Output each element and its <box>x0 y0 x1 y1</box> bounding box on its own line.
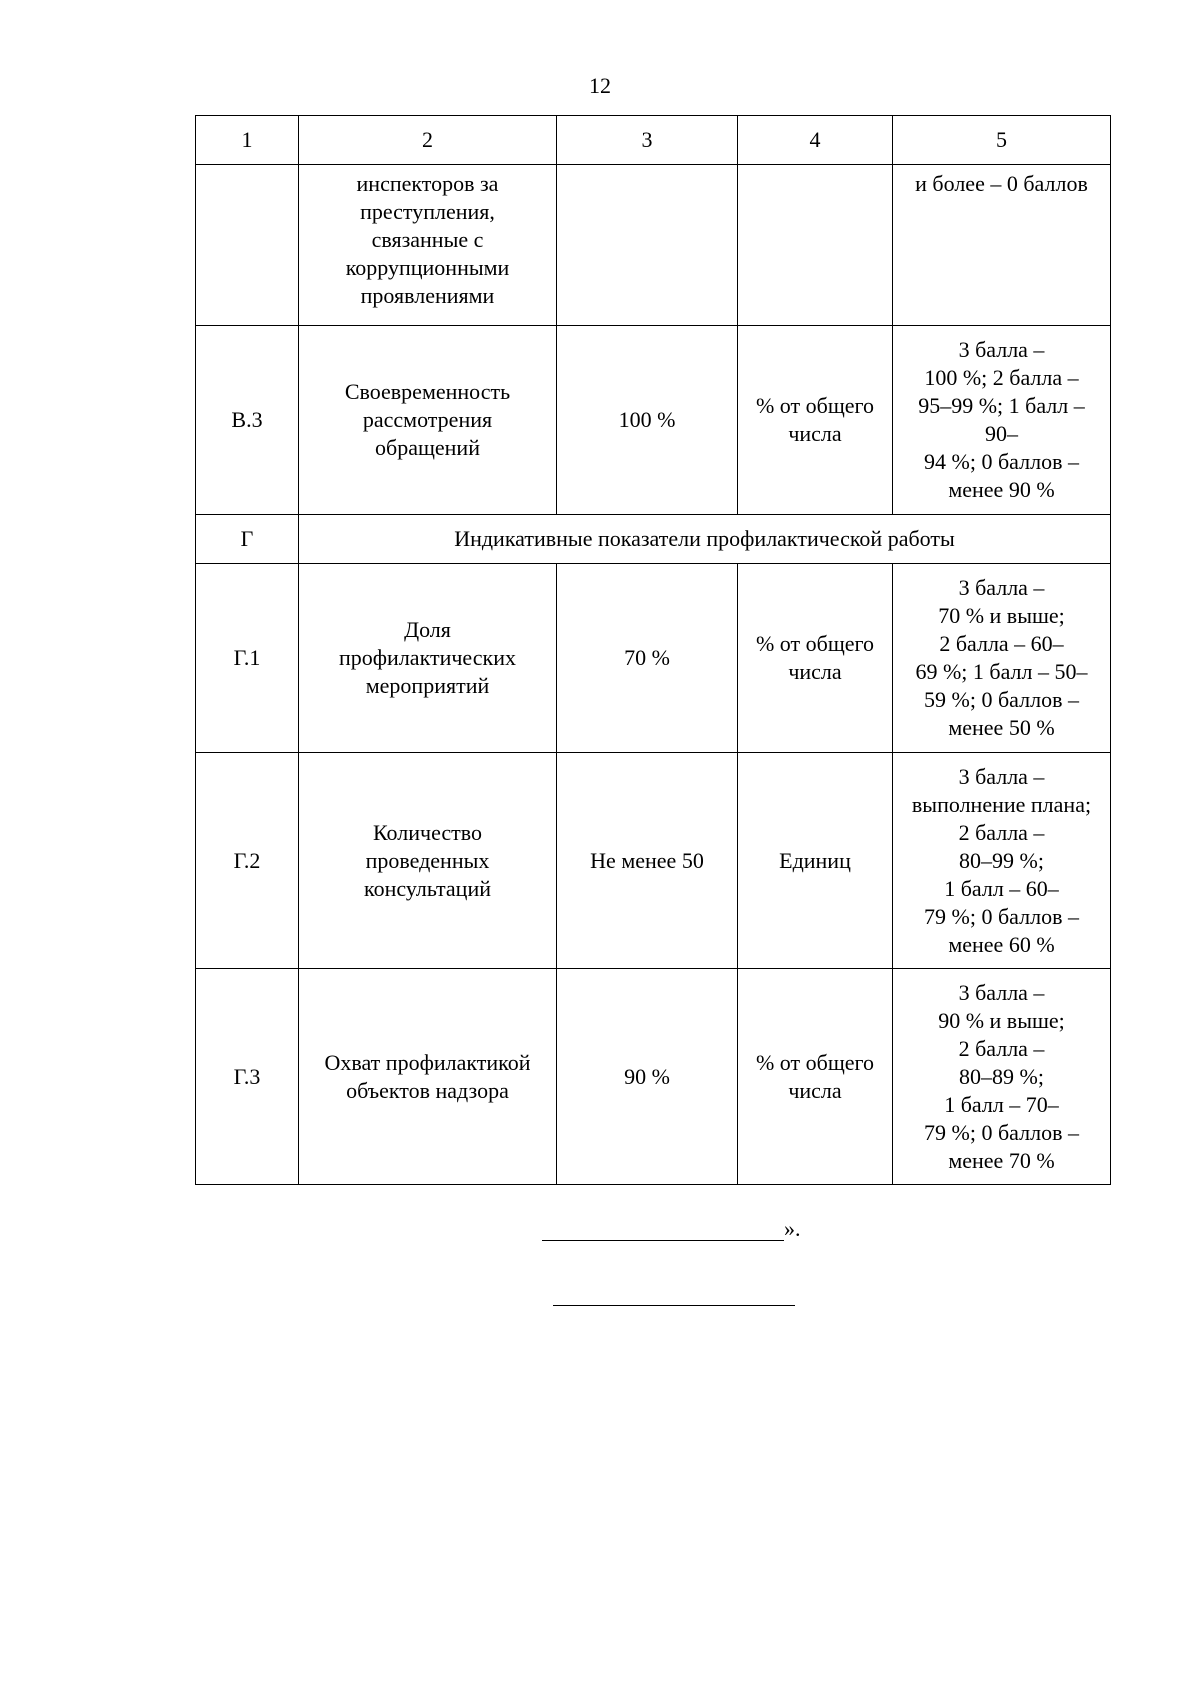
unit: % от общего числа <box>738 326 893 515</box>
indicator-name: Охват профилактикой объектов надзора <box>299 969 557 1185</box>
scoring: 3 балла – 100 %; 2 балла – 95–99 %; 1 балл – 90– 94 %; 0 баллов – менее 90 % <box>893 326 1111 515</box>
row-code: Г.2 <box>196 753 299 969</box>
indicator-name: Своевременность рассмотрения обращений <box>299 326 557 515</box>
scoring: и более – 0 баллов <box>893 165 1111 326</box>
table-header-row <box>196 116 1111 165</box>
target-value <box>557 165 738 326</box>
row-code: Г.3 <box>196 969 299 1185</box>
page-number: 12 <box>589 73 611 98</box>
header-cell-5: 5 <box>893 116 1111 165</box>
unit: % от общего числа <box>738 969 893 1185</box>
indicator-name: Доля профилактических мероприятий <box>299 564 557 753</box>
section-code: Г <box>196 515 299 564</box>
header-cell-2: 2 <box>299 116 557 165</box>
row-code: Г.1 <box>196 564 299 753</box>
indicator-name: инспекторов за преступления, связанные с коррупционными проявлениями <box>299 165 557 326</box>
closing-underline <box>542 1218 784 1241</box>
target-value: Не менее 50 <box>557 753 738 969</box>
target-value: 90 % <box>557 969 738 1185</box>
row-code: В.3 <box>196 326 299 515</box>
header-cell-1: 1 <box>196 116 299 165</box>
end-separator-line <box>553 1293 795 1306</box>
unit: Единиц <box>738 753 893 969</box>
section-row <box>196 515 1111 564</box>
unit: % от общего числа <box>738 564 893 753</box>
header-cell-4: 4 <box>738 116 893 165</box>
scoring: 3 балла – 70 % и выше; 2 балла – 60– 69 %; 1 балл – 50– 59 %; 0 баллов – менее 50 % <box>893 564 1111 753</box>
table-row <box>196 165 1111 326</box>
indicators-table <box>195 115 1111 1185</box>
row-code <box>196 165 299 326</box>
header-cell-3: 3 <box>557 116 738 165</box>
unit <box>738 165 893 326</box>
table-row <box>196 326 1111 515</box>
table-row <box>196 753 1111 969</box>
indicator-name: Количество проведенных консультаций <box>299 753 557 969</box>
scoring: 3 балла – выполнение плана; 2 балла – 80–99 %; 1 балл – 60– 79 %; 0 баллов – менее 60 % <box>893 753 1111 969</box>
closing-quote-mark: ». <box>784 1216 801 1241</box>
section-title: Индикативные показатели профилактической работы <box>299 515 1111 564</box>
scoring: 3 балла – 90 % и выше; 2 балла – 80–89 %; 1 балл – 70– 79 %; 0 баллов – менее 70 % <box>893 969 1111 1185</box>
table-row <box>196 564 1111 753</box>
target-value: 70 % <box>557 564 738 753</box>
target-value: 100 % <box>557 326 738 515</box>
table-row <box>196 969 1111 1185</box>
